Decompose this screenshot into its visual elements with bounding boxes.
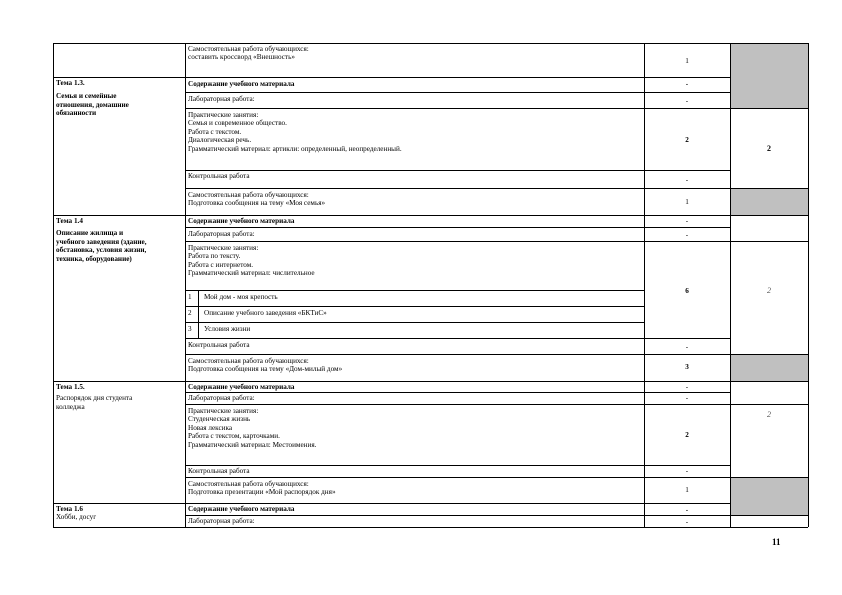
item-number: 1 bbox=[188, 293, 192, 301]
content-label: Содержание учебного материала bbox=[188, 383, 295, 391]
topic-subtitle: Семья и семейные bbox=[56, 92, 117, 101]
table-border bbox=[185, 241, 808, 242]
topic-subtitle: Хобби, досуг bbox=[56, 513, 97, 522]
lab-label: Лабораторная работа: bbox=[188, 517, 255, 525]
hours-value: - bbox=[685, 231, 689, 239]
practice-cell bbox=[186, 406, 644, 450]
lab-label: Лабораторная работа: bbox=[188, 230, 255, 238]
hours-value: 6 bbox=[685, 287, 689, 295]
topic-title: Тема 1.4 bbox=[56, 217, 83, 225]
table-border bbox=[185, 306, 644, 307]
self-work-cell bbox=[186, 479, 644, 498]
hours-value: - bbox=[685, 343, 689, 351]
cell-text: Самостоятельная работа обучающихся: bbox=[188, 480, 309, 488]
cell-text: Грамматический материал: артикли: определенный, неопределенный. bbox=[188, 144, 402, 153]
level-cell-shaded bbox=[730, 477, 808, 515]
table-border bbox=[730, 43, 731, 527]
level-value: 2 bbox=[767, 410, 771, 419]
cell-text: Новая лексика bbox=[188, 423, 233, 432]
topic-subtitle: техника, оборудование) bbox=[56, 254, 132, 263]
cell-text: Подготовка сообщения на тему «Моя семья» bbox=[188, 199, 326, 208]
topic-subtitle: Распорядок дня студента bbox=[56, 394, 133, 403]
topic-subtitle: Описание жилища и bbox=[56, 229, 124, 238]
hours-value: 1 bbox=[685, 486, 689, 494]
table-border bbox=[644, 43, 645, 527]
control-label: Контрольная работа bbox=[188, 172, 250, 180]
cell-text: Студенческая жизнь bbox=[188, 415, 251, 424]
self-work-cell bbox=[186, 356, 644, 375]
table-border bbox=[53, 527, 808, 528]
item-number: 3 bbox=[188, 325, 192, 333]
cell-text: Самостоятельная работа обучающихся: bbox=[188, 191, 309, 199]
topic-cell bbox=[54, 78, 185, 119]
hours-value: - bbox=[685, 80, 689, 88]
list-item: Условия жизни bbox=[204, 325, 251, 333]
hours-value: - bbox=[685, 467, 689, 475]
hours-value: - bbox=[685, 97, 689, 105]
table-border bbox=[185, 108, 808, 109]
cell-text: Практические занятия: bbox=[188, 111, 259, 119]
topic-title: Тема 1.5. bbox=[56, 383, 85, 391]
cell-text: Работа с интернетом. bbox=[188, 260, 254, 269]
table-border bbox=[185, 92, 730, 93]
cell-text: Подготовка сообщения на тему «Дом-милый дом» bbox=[188, 365, 343, 374]
page-number: 11 bbox=[772, 537, 781, 547]
cell-text: Практические занятия: bbox=[188, 244, 259, 252]
lab-label: Лабораторная работа: bbox=[188, 95, 255, 103]
cell-text: Работа с текстом. bbox=[188, 127, 242, 136]
table-border bbox=[185, 322, 644, 323]
topic-subtitle: обстановка, условия жизни, bbox=[56, 246, 147, 255]
topic-cell bbox=[54, 216, 185, 264]
hours-value: 1 bbox=[685, 198, 689, 206]
level-cell-shaded bbox=[730, 188, 808, 215]
hours-value: - bbox=[685, 176, 689, 184]
level-cell-shaded bbox=[730, 354, 808, 381]
self-work-cell bbox=[186, 44, 644, 63]
hours-value: 1 bbox=[685, 57, 689, 65]
table-border bbox=[185, 477, 808, 478]
level-value: 2 bbox=[767, 144, 771, 153]
hours-value: 3 bbox=[685, 363, 689, 371]
topic-cell bbox=[54, 504, 185, 523]
control-label: Контрольная работа bbox=[188, 467, 250, 475]
content-label: Содержание учебного материала bbox=[188, 80, 295, 88]
hours-value: - bbox=[685, 506, 689, 514]
hours-value: 2 bbox=[685, 431, 689, 439]
control-label: Контрольная работа bbox=[188, 341, 250, 349]
topic-title: Тема 1.3. bbox=[56, 79, 85, 87]
content-label: Содержание учебного материала bbox=[188, 217, 295, 225]
cell-text: Семья и современное общество. bbox=[188, 119, 287, 128]
cell-text: Подготовка презентации «Мой распорядок дня» bbox=[188, 488, 336, 497]
item-number: 2 bbox=[188, 309, 192, 317]
hours-value: - bbox=[685, 383, 689, 391]
cell-text: Диалогическая речь. bbox=[188, 136, 252, 145]
table-border bbox=[185, 188, 808, 189]
topic-subtitle: отношения, домашние bbox=[56, 100, 129, 109]
topic-subtitle: обязанности bbox=[56, 109, 97, 118]
list-item: Описание учебного заведения «БКТиС» bbox=[204, 309, 327, 317]
hours-value: - bbox=[685, 518, 689, 526]
topic-cell bbox=[54, 382, 185, 412]
hours-value: - bbox=[685, 394, 689, 402]
cell-text: Грамматический материал: числительное bbox=[188, 269, 315, 278]
topic-title: Тема 1.6 bbox=[56, 505, 83, 513]
table-border bbox=[185, 354, 808, 355]
table-border bbox=[808, 43, 809, 527]
list-item: Мой дом - моя крепость bbox=[204, 293, 278, 301]
cell-text: Работа с текстом, карточками. bbox=[188, 432, 280, 441]
cell-text: Грамматический материал: Местоимения. bbox=[188, 440, 317, 449]
practice-cell bbox=[186, 110, 644, 154]
topic-subtitle: колледжа bbox=[56, 402, 85, 411]
level-cell-shaded bbox=[730, 43, 808, 108]
hours-value: - bbox=[685, 217, 689, 225]
cell-text: Самостоятельная работа обучающихся: bbox=[188, 357, 309, 365]
cell-text: Самостоятельная работа обучающихся: bbox=[188, 45, 309, 53]
self-work-cell bbox=[186, 190, 644, 209]
lab-label: Лабораторная работа: bbox=[188, 394, 255, 402]
table-border bbox=[185, 227, 730, 228]
hours-value: 2 bbox=[685, 136, 689, 144]
cell-text: составить кроссворд «Внешность» bbox=[188, 53, 295, 62]
level-value: 2 bbox=[767, 286, 771, 295]
cell-text: Работа по тексту. bbox=[188, 252, 241, 261]
table-border bbox=[185, 338, 730, 339]
practice-cell bbox=[186, 243, 644, 279]
table-border bbox=[185, 290, 644, 291]
table-border bbox=[198, 290, 199, 338]
content-label: Содержание учебного материала bbox=[188, 505, 295, 513]
topic-subtitle: учебного заведения (здание, bbox=[56, 237, 147, 246]
cell-text: Практические занятия: bbox=[188, 407, 259, 415]
table-border bbox=[185, 404, 808, 405]
